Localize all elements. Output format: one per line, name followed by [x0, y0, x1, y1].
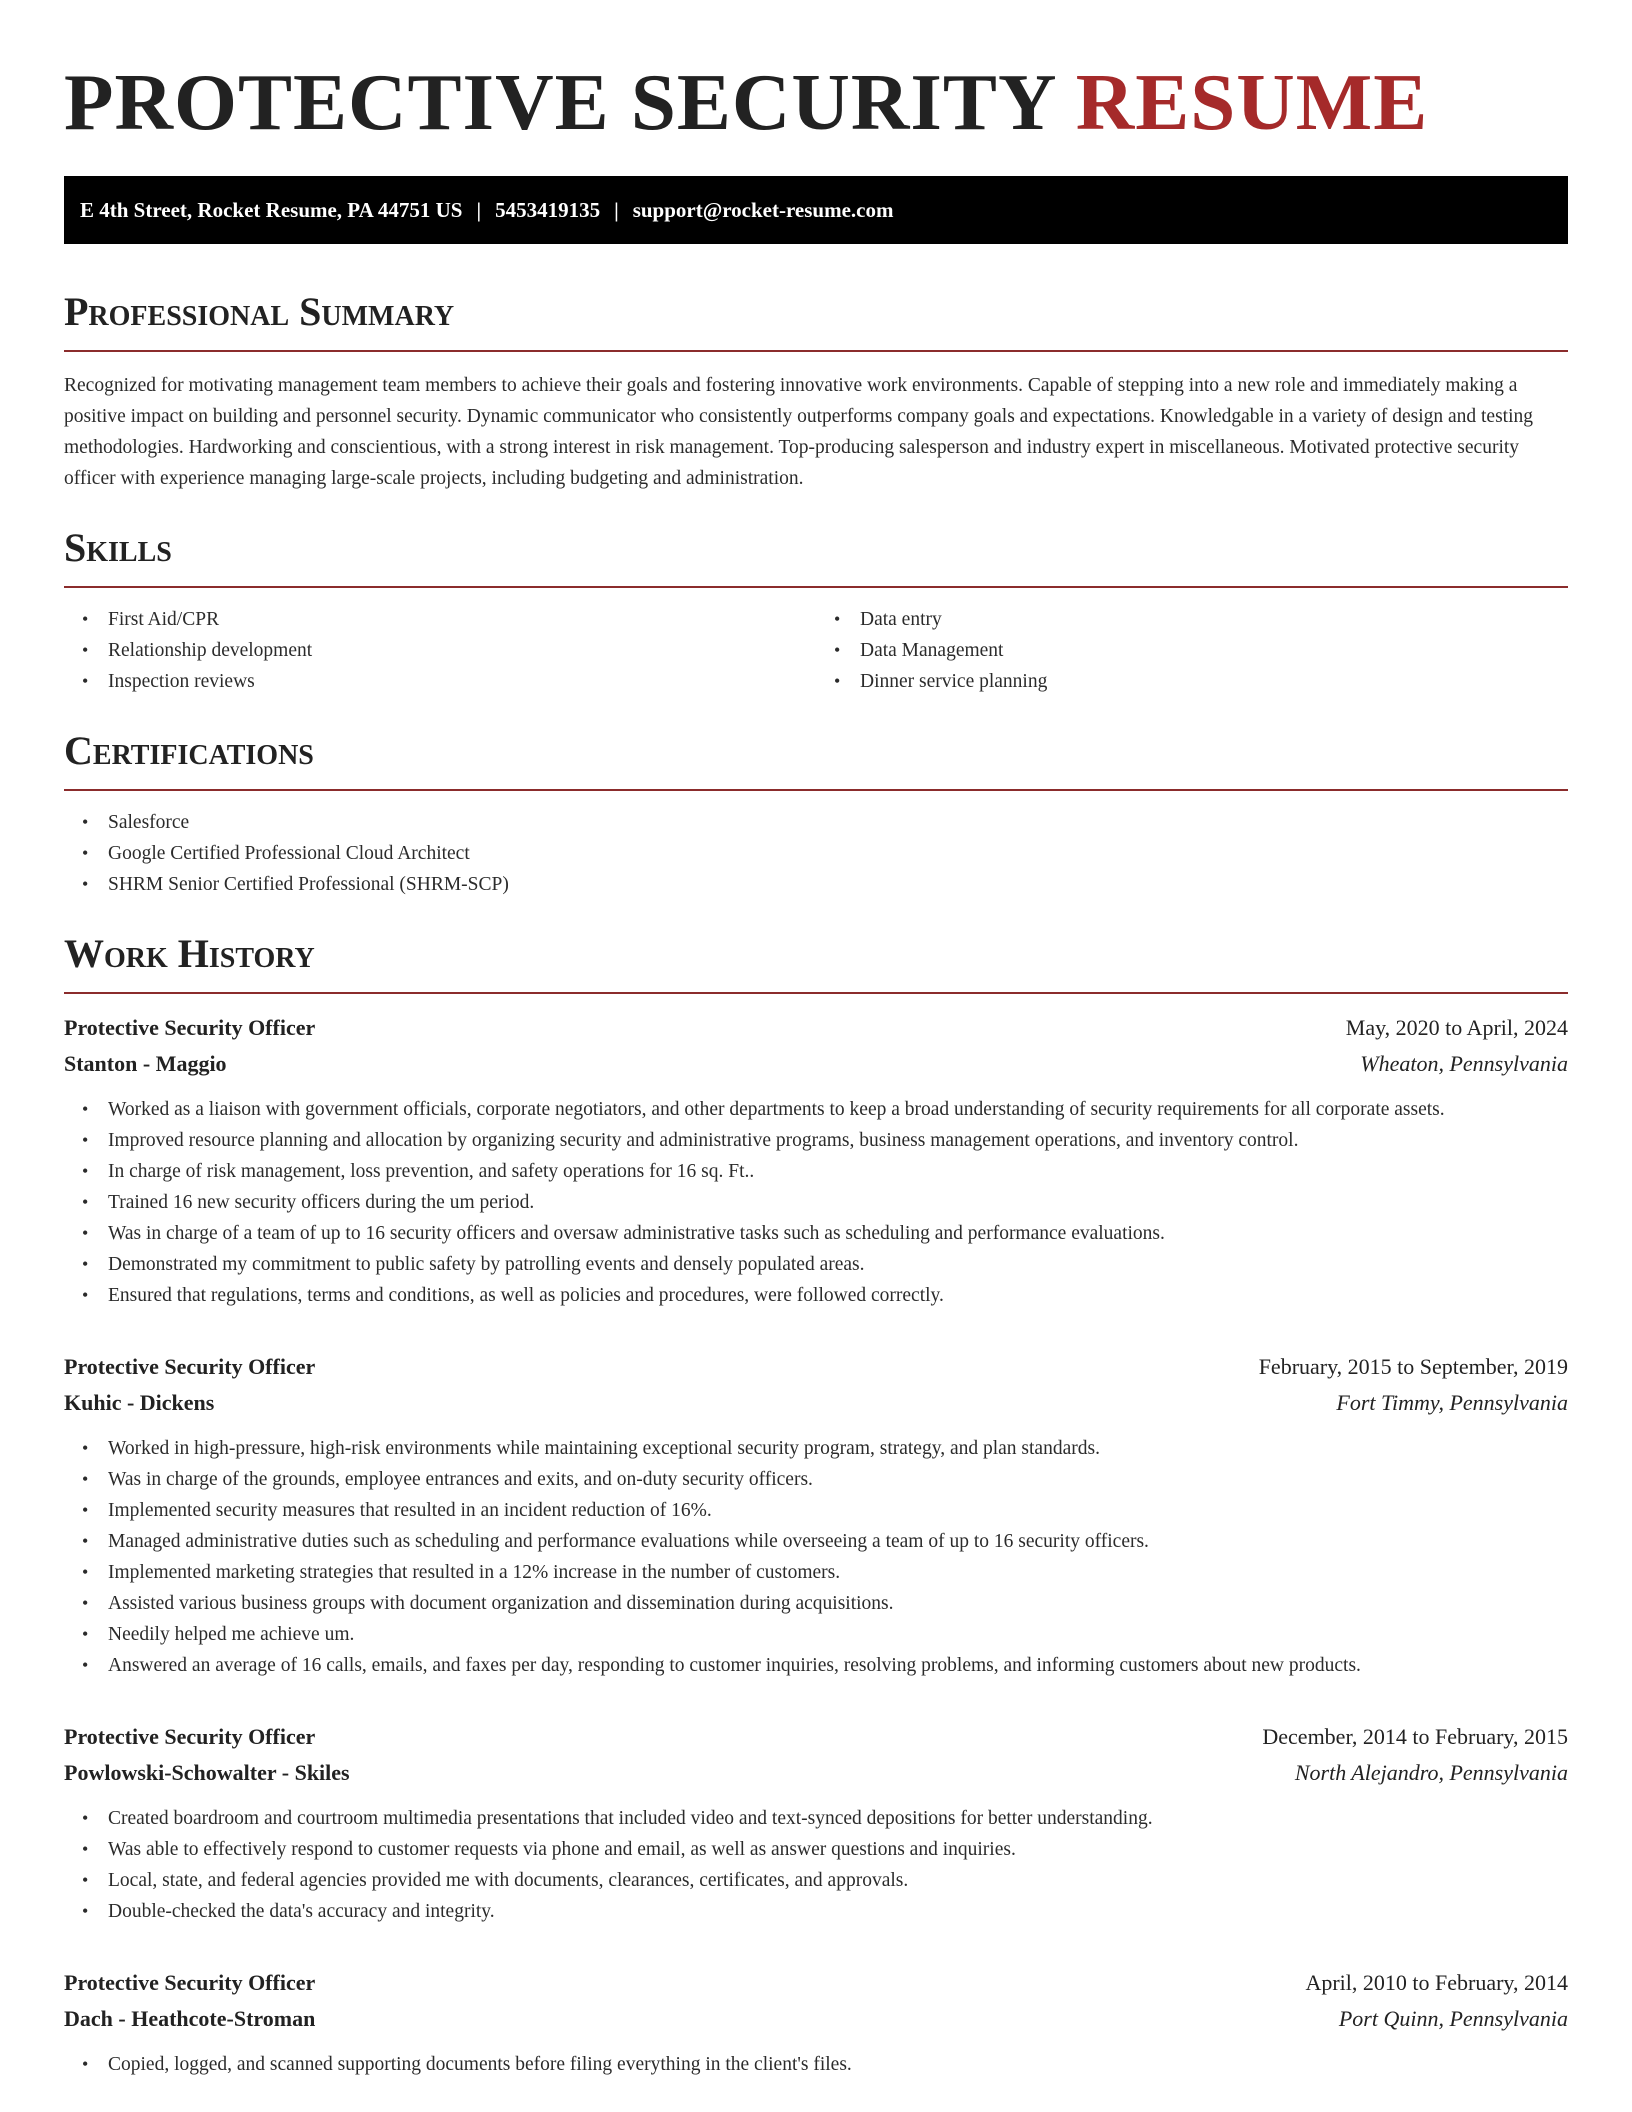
job-bullets — [64, 1094, 1568, 1311]
list-item: • Copied, logged, and scanned supporting documents before filing everything in the client's files. — [64, 2049, 1568, 2080]
list-item: • Needily helped me achieve um. — [64, 1619, 1568, 1650]
resume-title — [64, 0, 1568, 176]
skills-grid — [64, 604, 1568, 697]
list-item: • Data Management — [816, 635, 1568, 666]
job-entry — [64, 1965, 1568, 2080]
section-divider — [64, 789, 1568, 791]
job-company: Powlowski-Schowalter - Skiles — [64, 1760, 350, 1785]
job-title: Protective Security Officer — [64, 1724, 316, 1749]
section-heading-certifications: Certifications — [64, 728, 314, 773]
title-accent: RESUME — [1075, 57, 1429, 147]
list-item: • Implemented security measures that resulted in an incident reduction of 16%. — [64, 1495, 1568, 1526]
job-company: Dach - Heathcote-Stroman — [64, 2006, 316, 2031]
list-item: • Trained 16 new security officers during the um period. — [64, 1187, 1568, 1218]
list-item: • Salesforce — [64, 807, 1568, 838]
skills-list-left — [64, 604, 816, 697]
section-heading-work-history: Work History — [64, 931, 315, 976]
job-bullets — [64, 2049, 1568, 2080]
list-item: • Assisted various business groups with document organization and dissemination during acquisitions. — [64, 1588, 1568, 1619]
job-location: North Alejandro, Pennsylvania — [1294, 1760, 1568, 1785]
contact-separator: | — [614, 197, 619, 222]
list-item: • Implemented marketing strategies that resulted in a 12% increase in the number of customers. — [64, 1557, 1568, 1588]
list-item: • First Aid/CPR — [64, 604, 816, 635]
job-company: Kuhic - Dickens — [64, 1390, 215, 1415]
job-dates: April, 2010 to February, 2014 — [1305, 1970, 1568, 1995]
list-item: • Data entry — [816, 604, 1568, 635]
list-item: • Local, state, and federal agencies provided me with documents, clearances, certificates, and approvals. — [64, 1865, 1568, 1896]
list-item: • Ensured that regulations, terms and conditions, as well as policies and procedures, were followed correctly. — [64, 1280, 1568, 1311]
job-company-row — [64, 1755, 1568, 1791]
job-location: Port Quinn, Pennsylvania — [1338, 2006, 1568, 2031]
list-item: • Was able to effectively respond to customer requests via phone and email, as well as answer questions and inquiries. — [64, 1834, 1568, 1865]
job-location: Fort Timmy, Pennsylvania — [1336, 1390, 1568, 1415]
list-item: • Created boardroom and courtroom multimedia presentations that included video and text-synced depositions for better understanding. — [64, 1803, 1568, 1834]
job-dates: February, 2015 to September, 2019 — [1258, 1354, 1568, 1379]
job-dates: May, 2020 to April, 2024 — [1345, 1015, 1568, 1040]
job-dates: December, 2014 to February, 2015 — [1262, 1724, 1568, 1749]
job-title: Protective Security Officer — [64, 1970, 316, 1995]
list-item: • Demonstrated my commitment to public safety by patrolling events and densely populated areas. — [64, 1249, 1568, 1280]
list-item: • Worked in high-pressure, high-risk environments while maintaining exceptional security program, strategy, and plan standards. — [64, 1433, 1568, 1464]
list-item: • In charge of risk management, loss prevention, and safety operations for 16 sq. Ft.. — [64, 1156, 1568, 1187]
list-item: • Worked as a liaison with government officials, corporate negotiators, and other departments to keep a broad understanding of security requirements for all corporate assets. — [64, 1094, 1568, 1125]
job-title: Protective Security Officer — [64, 1354, 316, 1379]
list-item: • Was in charge of the grounds, employee entrances and exits, and on-duty security officers. — [64, 1464, 1568, 1495]
summary-section — [64, 288, 1568, 494]
work-history-section — [64, 930, 1568, 2080]
list-item: • Dinner service planning — [816, 666, 1568, 697]
contact-address: E 4th Street, Rocket Resume, PA 44751 US — [80, 197, 463, 222]
section-heading-summary: Professional Summary — [64, 289, 455, 334]
list-item: • Answered an average of 16 calls, emails, and faxes per day, responding to customer inquiries, resolving problems, and informing customers about new products. — [64, 1650, 1568, 1681]
job-bullets — [64, 1803, 1568, 1927]
job-header-row — [64, 1719, 1568, 1755]
job-company: Stanton - Maggio — [64, 1051, 227, 1076]
list-item: • Relationship development — [64, 635, 816, 666]
list-item: • Double-checked the data's accuracy and integrity. — [64, 1896, 1568, 1927]
job-company-row — [64, 2001, 1568, 2037]
list-item: • Managed administrative duties such as scheduling and performance evaluations while overseeing a team of up to 16 security officers. — [64, 1526, 1568, 1557]
job-title: Protective Security Officer — [64, 1015, 316, 1040]
contact-bar — [64, 176, 1568, 244]
job-entry — [64, 1010, 1568, 1311]
job-entry — [64, 1349, 1568, 1681]
job-location: Wheaton, Pennsylvania — [1360, 1051, 1568, 1076]
job-company-row — [64, 1385, 1568, 1421]
list-item: • Improved resource planning and allocation by organizing security and administrative programs, business management operations, and inventory control. — [64, 1125, 1568, 1156]
contact-email: support@rocket-resume.com — [632, 197, 894, 222]
section-divider — [64, 992, 1568, 994]
job-header-row — [64, 1965, 1568, 2001]
skills-section — [64, 524, 1568, 697]
job-company-row — [64, 1046, 1568, 1082]
certifications-list — [64, 807, 1568, 900]
list-item: • Was in charge of a team of up to 16 security officers and oversaw administrative tasks such as scheduling and performance evaluations. — [64, 1218, 1568, 1249]
skills-list-right — [816, 604, 1568, 697]
contact-phone: 5453419135 — [495, 197, 601, 222]
contact-separator: | — [476, 197, 482, 222]
job-header-row — [64, 1010, 1568, 1046]
section-divider — [64, 586, 1568, 588]
certifications-section — [64, 727, 1568, 900]
summary-text: Recognized for motivating management team members to achieve their goals and fostering innovative work environments. Capable of stepping into a new role and immediately making a positive impact on building and personnel security. Dynamic communicator who consistently outperforms company goals and expectations. Knowledgable in a variety of design and testing methodologies. Hardworking and conscientious, with a strong interest in risk management. Top-producing salesperson and industry expert in miscellaneous. Motivated protective security officer with experience managing large-scale projects, including budgeting and administration. — [64, 375, 1534, 489]
list-item: • Google Certified Professional Cloud Architect — [64, 838, 1568, 869]
job-entry — [64, 1719, 1568, 1927]
title-main: PROTECTIVE SECURITY — [64, 57, 1055, 147]
list-item: • Inspection reviews — [64, 666, 816, 697]
list-item: • SHRM Senior Certified Professional (SHRM-SCP) — [64, 869, 1568, 900]
job-bullets — [64, 1433, 1568, 1681]
section-heading-skills: Skills — [64, 525, 172, 570]
section-divider — [64, 350, 1568, 352]
job-header-row — [64, 1349, 1568, 1385]
